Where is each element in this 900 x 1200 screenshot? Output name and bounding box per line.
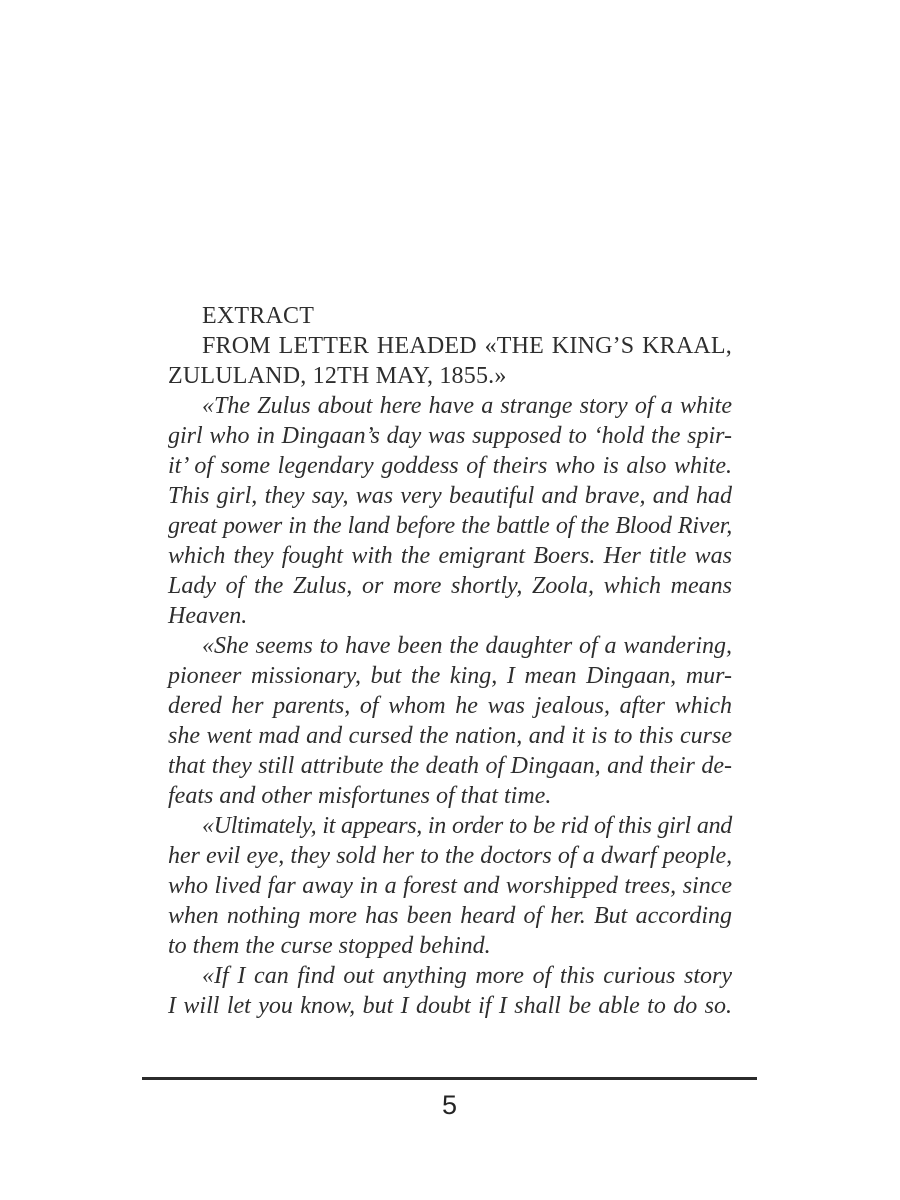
text-line: when nothing more has been heard of her. But according [168, 903, 732, 929]
paragraph [168, 811, 732, 961]
footer-rule [142, 1077, 757, 1080]
text-line: Lady of the Zulus, or more shortly, Zoola, which means [168, 573, 732, 599]
text-line: girl who in Dingaan’s day was supposed to ‘hold the spir- [168, 423, 732, 449]
text-line: feats and other misfortunes of that time. [168, 783, 552, 809]
text-line: which they fought with the emigrant Boers. Her title was [168, 543, 732, 569]
text-line: «The Zulus about here have a strange story of a white [202, 393, 732, 419]
text-line: I will let you know, but I doubt if I shall be able to do so. [168, 993, 732, 1019]
text-line: it’ of some legendary goddess of theirs who is also white. [168, 453, 732, 479]
text-line: «If I can find out anything more of this curious story [202, 963, 732, 989]
paragraph [168, 391, 732, 631]
paragraph [168, 301, 732, 331]
text-line: her evil eye, they sold her to the doctors of a dwarf people, [168, 843, 732, 869]
text-line: to them the curse stopped behind. [168, 933, 491, 959]
text-line: dered her parents, of whom he was jealous, after which [168, 693, 732, 719]
text-block [168, 301, 732, 1021]
text-line: «Ultimately, it appears, in order to be rid of this girl and [202, 813, 732, 839]
text-line: EXTRACT [202, 303, 315, 329]
page-number: 5 [441, 1090, 458, 1120]
text-line: that they still attribute the death of Dingaan, and their de- [168, 753, 732, 779]
text-line: ZULULAND, 12TH MAY, 1855.» [168, 363, 507, 389]
text-line: pioneer missionary, but the king, I mean Dingaan, mur- [168, 663, 732, 689]
text-line: «She seems to have been the daughter of a wandering, [202, 633, 732, 659]
text-line: FROM LETTER HEADED «THE KING’S KRAAL, [202, 333, 732, 359]
text-line: who lived far away in a forest and worshipped trees, since [168, 873, 732, 899]
text-line: Heaven. [168, 603, 248, 629]
text-line: great power in the land before the battle of the Blood River, [168, 513, 732, 539]
paragraph [168, 331, 732, 391]
paragraph [168, 961, 732, 1021]
paragraph [168, 631, 732, 811]
text-line: she went mad and cursed the nation, and it is to this curse [168, 723, 732, 749]
text-line: This girl, they say, was very beautiful and brave, and had [168, 483, 732, 509]
